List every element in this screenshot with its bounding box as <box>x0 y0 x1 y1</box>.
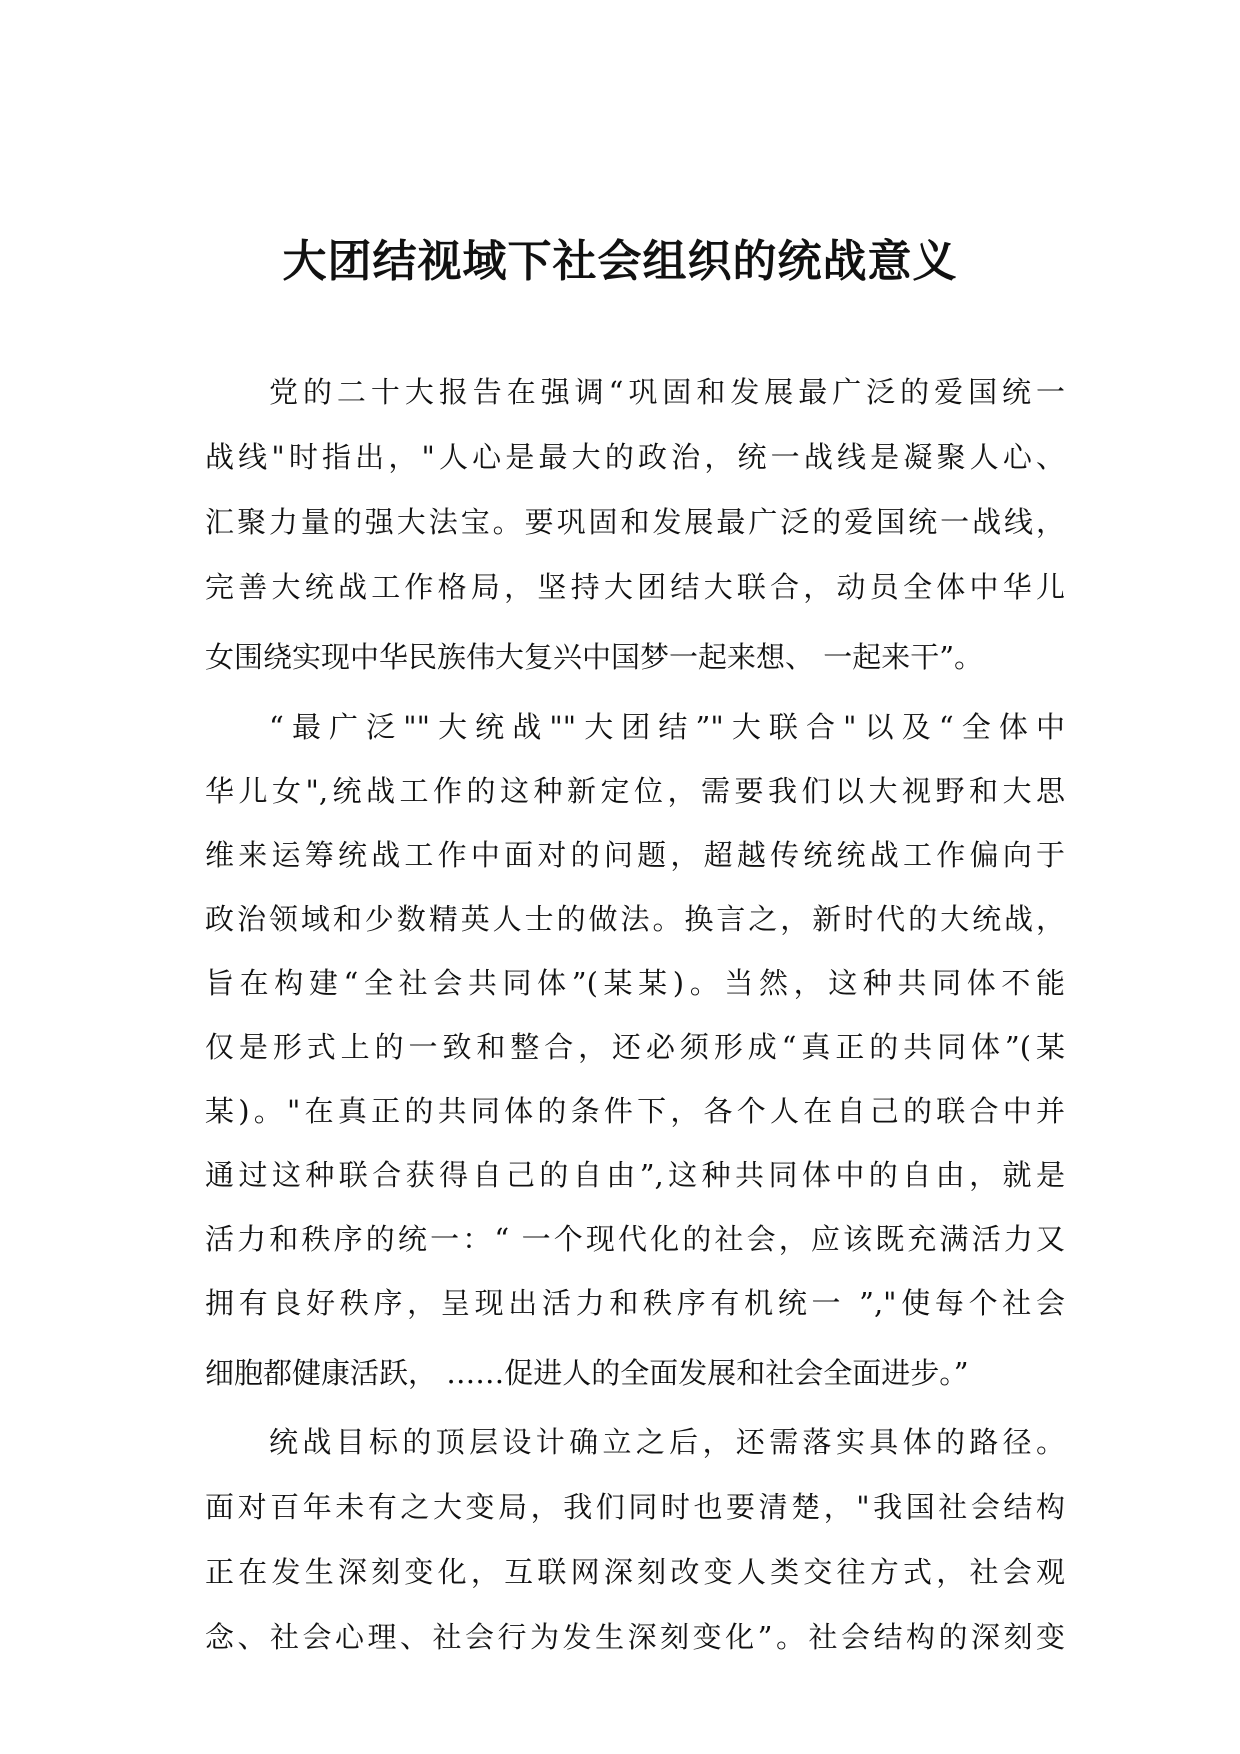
paragraph-2-line-7: 某)。"在真正的共同体的条件下，各个人在自己的联合中并 <box>205 1094 1065 1128</box>
paragraph-2-line-4: 政治领域和少数精英人士的做法。换言之，新时代的大统战， <box>205 902 1065 936</box>
paragraph-3-line-2: 面对百年未有之大变局，我们同时也要清楚，"我国社会结构 <box>205 1490 1065 1524</box>
paragraph-1-line-4: 完善大统战工作格局，坚持大团结大联合，动员全体中华儿 <box>205 570 1065 604</box>
paragraph-3-line-1: 统战目标的顶层设计确立之后，还需落实具体的路径。 <box>269 1425 1065 1459</box>
paragraph-2-line-2: 华儿女",统战工作的这种新定位，需要我们以大视野和大思 <box>205 774 1065 808</box>
paragraph-2-line-6: 仅是形式上的一致和整合，还必须形成“真正的共同体”(某 <box>205 1030 1065 1064</box>
paragraph-3-line-3: 正在发生深刻变化，互联网深刻改变人类交往方式，社会观 <box>205 1555 1065 1589</box>
paragraph-1-line-2: 战线"时指出，"人心是最大的政治，统一战线是凝聚人心、 <box>205 440 1065 474</box>
paragraph-2-line-10: 拥有良好秩序，呈现出活力和秩序有机统一 ”,"使每个社会 <box>205 1286 1065 1320</box>
paragraph-2-line-9: 活力和秩序的统一：“ 一个现代化的社会，应该既充满活力又 <box>205 1222 1065 1256</box>
paragraph-3-line-4: 念、社会心理、社会行为发生深刻变化”。社会结构的深刻变 <box>205 1620 1065 1654</box>
paragraph-2-line-3: 维来运筹统战工作中面对的问题，超越传统统战工作偏向于 <box>205 838 1065 872</box>
document-title: 大团结视域下社会组织的统战意义 <box>282 236 958 287</box>
paragraph-1-line-1: 党的二十大报告在强调“巩固和发展最广泛的爱国统一 <box>269 375 1065 409</box>
paragraph-1-line-5: 女围绕实现中华民族伟大复兴中国梦一起来想、 一起来干”。 <box>205 640 984 674</box>
paragraph-1-line-3: 汇聚力量的强大法宝。要巩固和发展最广泛的爱国统一战线， <box>205 505 1065 539</box>
paragraph-2-line-5: 旨在构建“全社会共同体”(某某)。当然，这种共同体不能 <box>205 966 1065 1000</box>
paragraph-2-line-1: “最广泛""大统战""大团结”"大联合"以及“全体中 <box>269 710 1065 744</box>
paragraph-2-line-8: 通过这种联合获得自己的自由”,这种共同体中的自由，就是 <box>205 1158 1065 1192</box>
paragraph-2-line-11: 细胞都健康活跃， ……促进人的全面发展和社会全面进步。” <box>205 1356 969 1390</box>
